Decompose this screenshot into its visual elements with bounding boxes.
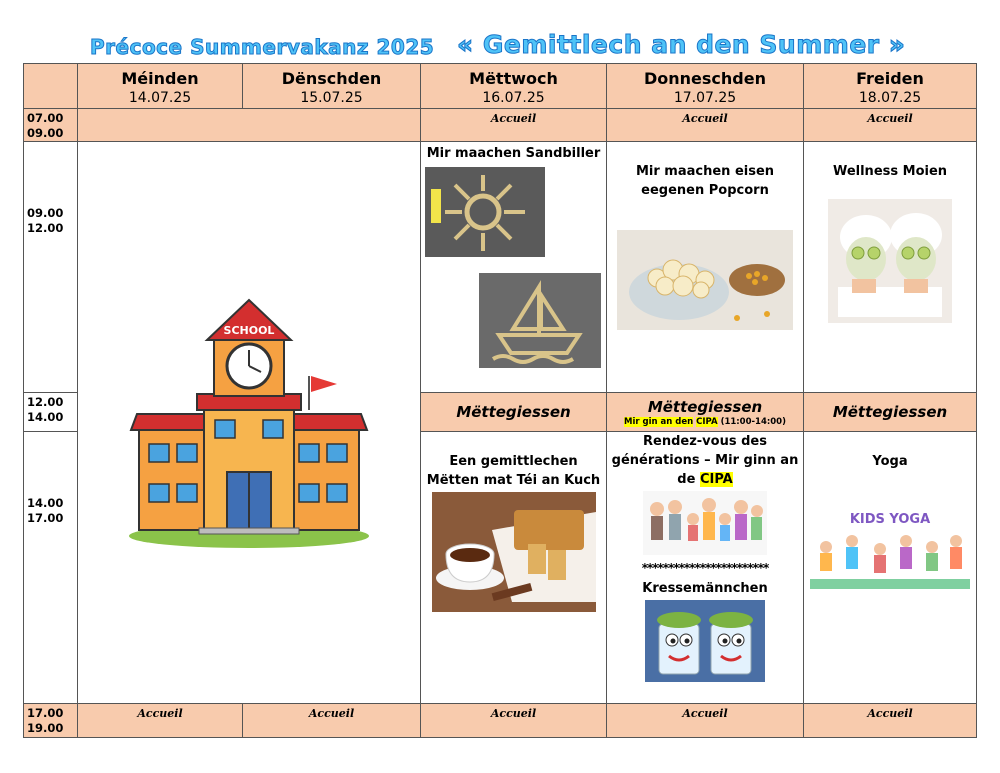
fri-afternoon-cell (804, 432, 977, 704)
title-left: Précoce Summervakanz 2025 (90, 35, 435, 59)
wed-evening-accueil: Accueil (421, 704, 607, 738)
wellness-picture-icon (828, 199, 952, 323)
wed-morning-cell (421, 142, 607, 393)
tue-evening-accueil: Accueil (243, 704, 421, 738)
wed-lunch: Mëttegiessen (421, 393, 607, 432)
tea-cake-picture-icon (432, 492, 596, 612)
thu-lunch-note: Mir gin an den CIPA (11:00-14:00) (624, 416, 786, 427)
school-sign-label: SCHOOL (223, 323, 275, 337)
popcorn-picture-icon (617, 230, 793, 330)
time-lunch: 12.00 14.00 (24, 393, 78, 432)
header-corner (24, 64, 78, 109)
time-afternoon: 14.00 17.00 (24, 432, 78, 704)
thu-afternoon-title-2: Kressemännchen (642, 581, 768, 596)
time-morning-arrival: 07.00 09.00 (24, 109, 78, 142)
thu-afternoon-separator: ************************ (641, 561, 769, 575)
fri-morning-title: Wellness Moien (832, 164, 948, 179)
mon-evening-accueil: Accueil (78, 704, 243, 738)
thu-lunch-cell (607, 393, 804, 432)
generations-picture-icon (643, 491, 767, 555)
sand-sun-picture-icon (425, 167, 545, 257)
title-right: « Gemittlech an den Summer » (457, 30, 906, 59)
time-morning: 09.00 12.00 (24, 142, 78, 393)
thu-morning-cell (607, 142, 804, 393)
kids-yoga-sign: KIDS YOGA (849, 512, 931, 527)
thu-arrival-accueil: Accueil (607, 109, 804, 142)
fri-morning-cell (804, 142, 977, 393)
header-day-2: Dënschden 15.07.25 (243, 64, 421, 109)
thu-lunch: Mëttegiessen (647, 397, 763, 416)
fri-afternoon-title: Yoga (872, 454, 908, 469)
header-day-5: Freiden 18.07.25 (804, 64, 977, 109)
fri-evening-accueil: Accueil (804, 704, 977, 738)
wed-afternoon-title: Een gemittlechen Mëtten mat Téi an Kuch (426, 454, 601, 488)
kids-yoga-picture-icon (810, 491, 970, 591)
header-day-3: Mëttwoch 16.07.25 (421, 64, 607, 109)
header-day-4: Donneschden 17.07.25 (607, 64, 804, 109)
thu-morning-title: Mir maachen eisen eegenen Popcorn (635, 164, 775, 198)
sand-boat-picture-icon (479, 273, 601, 368)
school-building-icon (119, 288, 379, 558)
schedule-table (23, 63, 977, 738)
wed-arrival-accueil: Accueil (421, 109, 607, 142)
fri-lunch: Mëttegiessen (804, 393, 977, 432)
time-evening: 17.00 19.00 (24, 704, 78, 738)
wed-afternoon-cell (421, 432, 607, 704)
thu-afternoon-title-1: Rendez-vous des générations – Mir ginn an de CIPA (611, 434, 799, 487)
cress-heads-picture-icon (645, 600, 765, 682)
fri-arrival-accueil: Accueil (804, 109, 977, 142)
mon-tue-arrival (78, 109, 421, 142)
header-day-1: Méinden 14.07.25 (78, 64, 243, 109)
thu-evening-accueil: Accueil (607, 704, 804, 738)
mon-tue-school-cell (78, 142, 421, 704)
thu-afternoon-cell (607, 432, 804, 704)
wed-morning-title: Mir maachen Sandbiller (426, 146, 601, 161)
